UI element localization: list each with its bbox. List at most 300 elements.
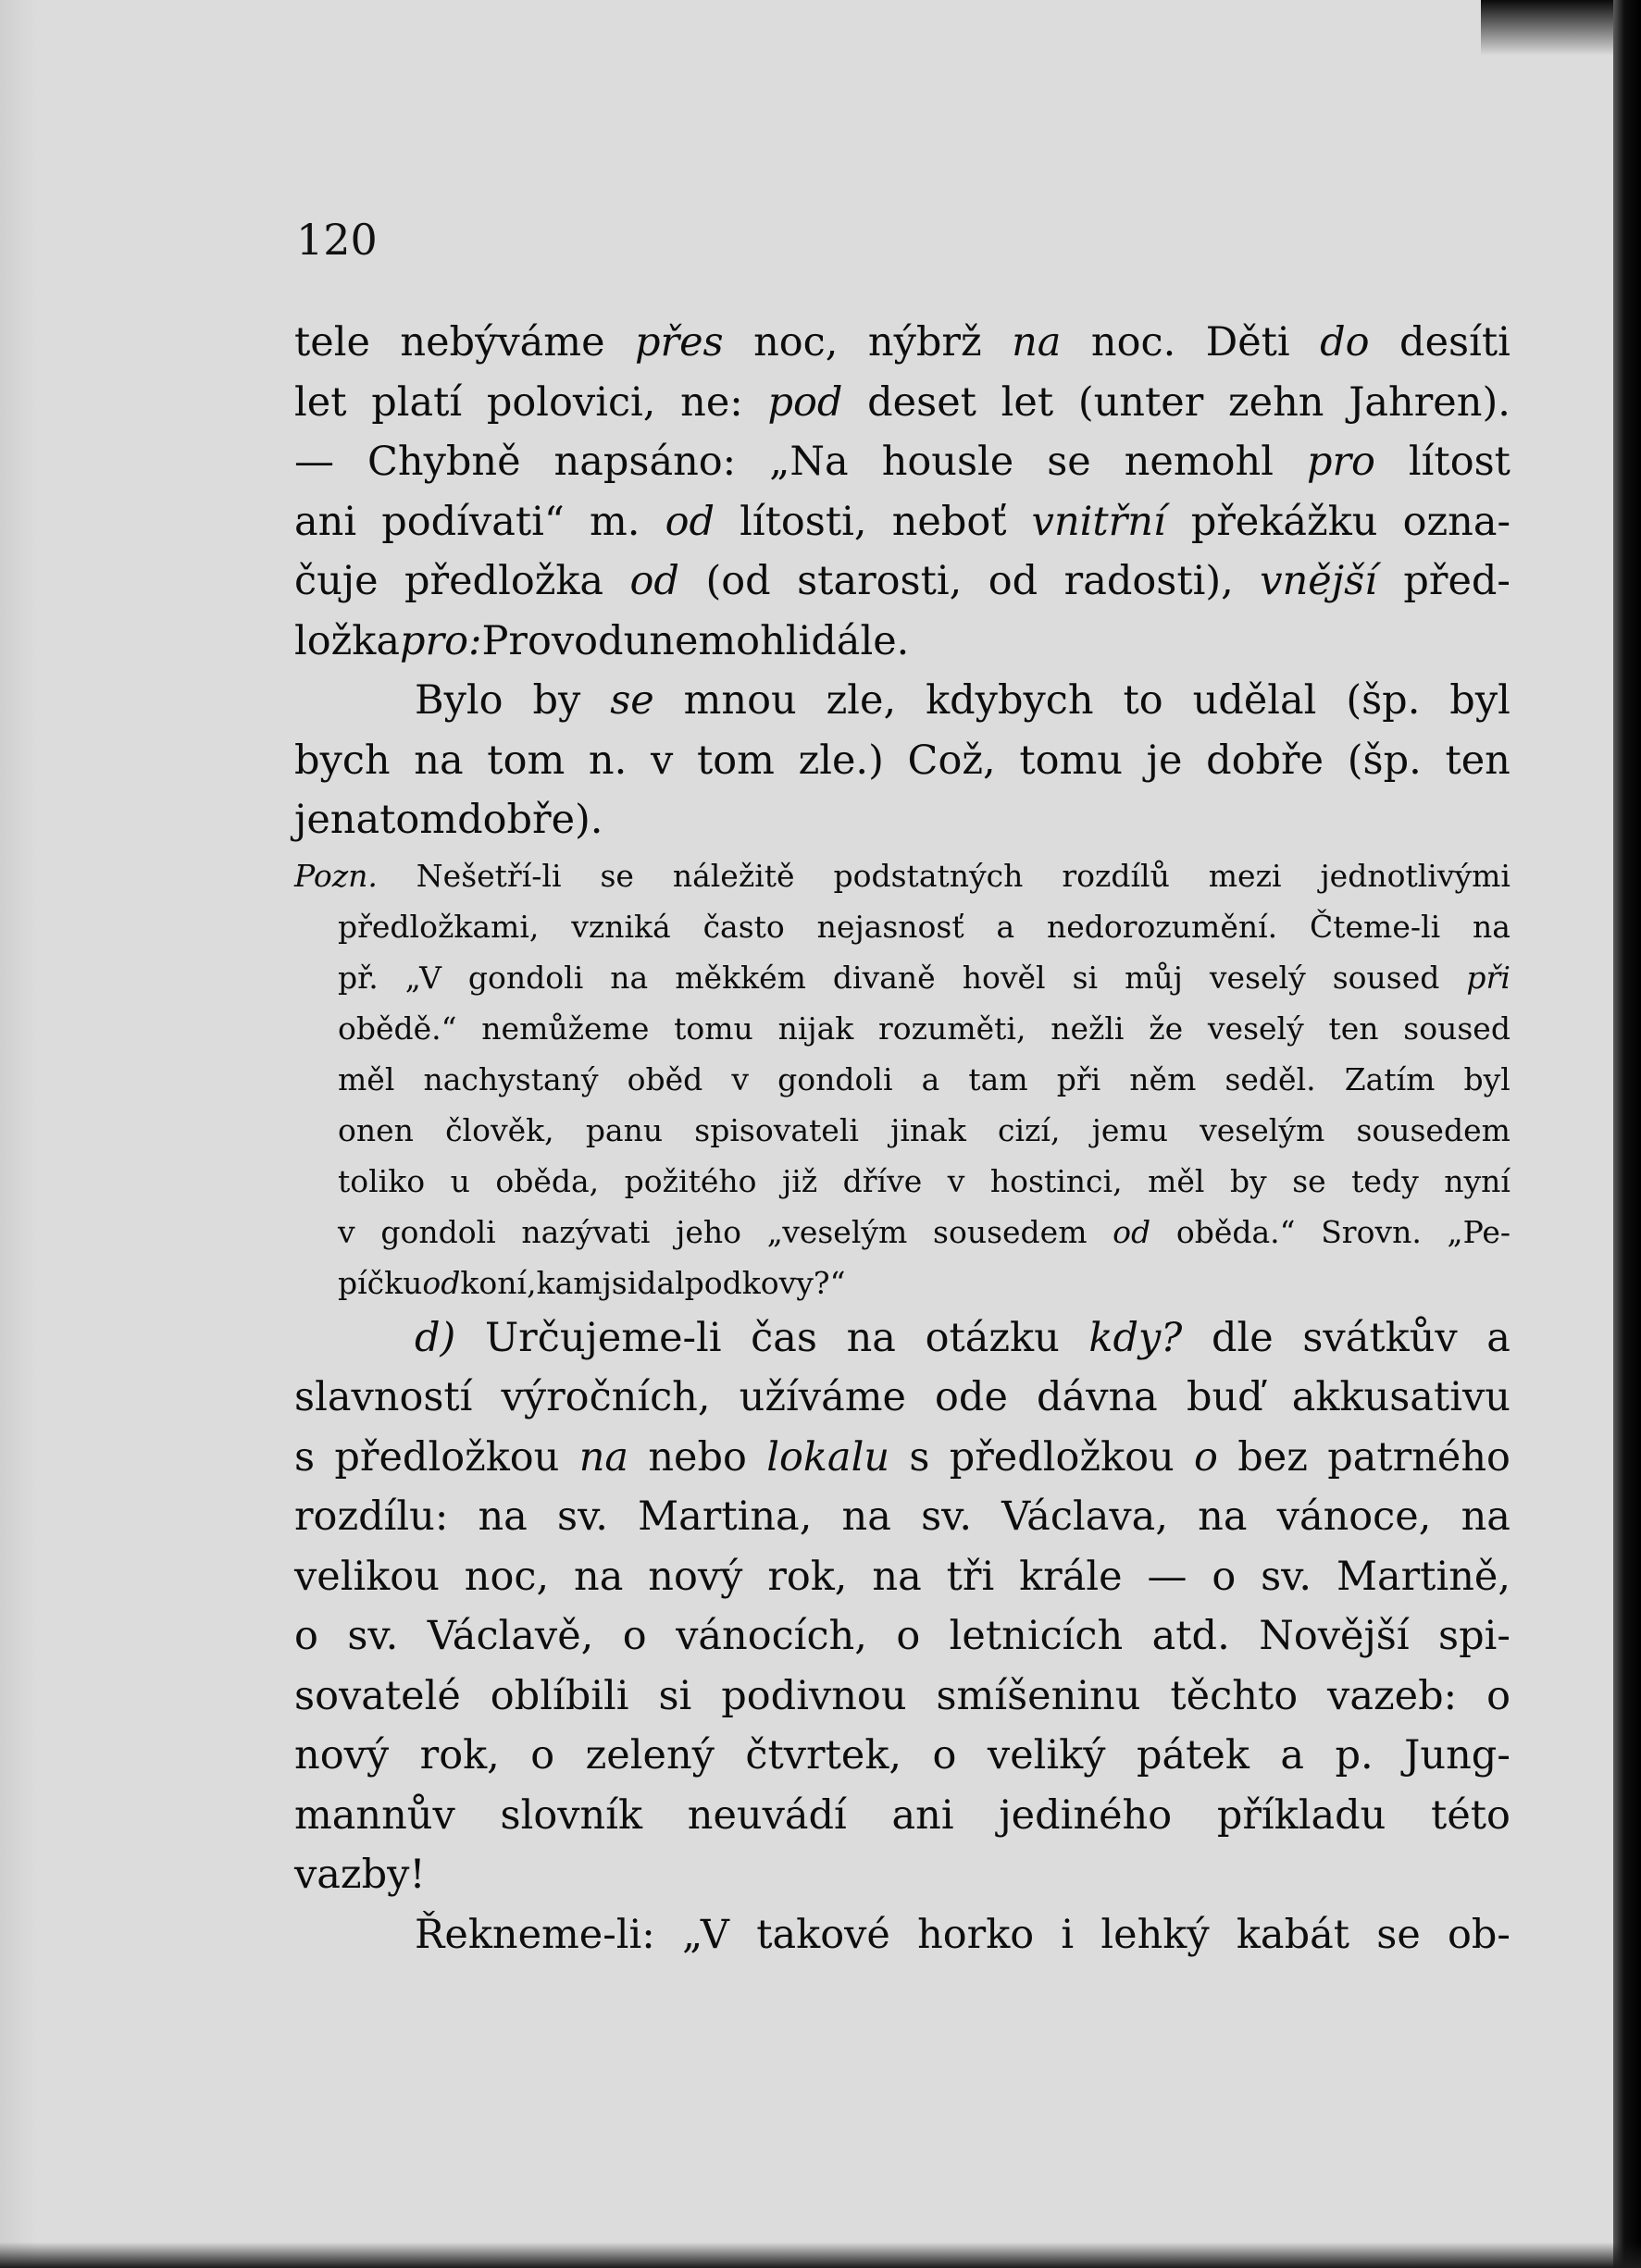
word: od (988, 558, 1038, 604)
word: sovatelé (294, 1672, 461, 1719)
word: a (996, 908, 1015, 945)
word: tele (294, 319, 370, 366)
word: Určujeme-li (484, 1314, 722, 1361)
word: buď (1186, 1374, 1263, 1420)
word: veliký (987, 1732, 1106, 1778)
word: „V (404, 959, 441, 996)
word: gondoli (380, 1213, 496, 1250)
word: si (658, 1672, 692, 1719)
word: s (294, 1433, 316, 1481)
word: jsi (602, 1264, 638, 1301)
word: ani (891, 1791, 954, 1839)
word: gondoli (777, 1060, 893, 1097)
word: dříve (842, 1162, 923, 1199)
word: polovici, (486, 378, 656, 426)
word: od (629, 558, 679, 604)
word: nemohl (1124, 439, 1274, 485)
word: v (731, 1060, 750, 1097)
text-line (294, 1786, 1510, 1846)
word: v (338, 1213, 355, 1250)
word: s (909, 1433, 930, 1481)
word: mnou (683, 677, 797, 724)
word: přes (635, 319, 724, 366)
word: koní, (460, 1264, 537, 1301)
word: o (622, 1613, 647, 1659)
word: housle (881, 439, 1014, 485)
word: Novější (1259, 1613, 1410, 1659)
word: let (294, 378, 347, 426)
word: sv. (557, 1493, 608, 1540)
word: rozdílu: (294, 1493, 449, 1540)
word: kdy? (1088, 1314, 1183, 1361)
word: tomu (674, 1010, 753, 1047)
word: oblíbili (490, 1672, 629, 1719)
word: o (1194, 1433, 1218, 1481)
word: nedorozumění. (1046, 908, 1278, 945)
word: „veselým (766, 1213, 908, 1250)
word: Děti (1205, 319, 1290, 366)
word: vnitřní (1031, 498, 1166, 545)
word: Čteme-li (1310, 908, 1441, 945)
word: veselý (1209, 959, 1306, 996)
word: Srovn. (1321, 1213, 1422, 1250)
word: smíšeninu (936, 1672, 1141, 1719)
word: udělal (1192, 677, 1317, 724)
word: sousedem (1356, 1111, 1510, 1148)
word: kdybych (926, 677, 1094, 724)
word: oběda.“ (1175, 1213, 1296, 1250)
word: i (1061, 1911, 1075, 1958)
footnote (294, 850, 1510, 1308)
word: ten (1328, 1010, 1379, 1047)
word: tedy (1351, 1162, 1419, 1199)
word: m. (589, 498, 640, 545)
text-line (294, 313, 1510, 373)
word: nemohli (649, 617, 812, 664)
word: před- (1403, 558, 1510, 604)
word: nebýváme (400, 319, 605, 366)
word: Martině, (1336, 1553, 1510, 1600)
word: této (1431, 1791, 1510, 1839)
word: — (1147, 1553, 1187, 1600)
word: v (650, 737, 674, 784)
word: předložkou (334, 1433, 560, 1481)
word: by (1229, 1162, 1267, 1199)
text-line (294, 952, 1510, 1003)
word: něm (1129, 1060, 1197, 1097)
word: byl (1449, 677, 1510, 724)
word: lehký (1100, 1911, 1210, 1958)
word: tomu (1019, 737, 1123, 784)
word: již (781, 1162, 818, 1199)
word: ozna- (1402, 498, 1510, 545)
word: nežli (1050, 1010, 1125, 1047)
word: letnicích (949, 1613, 1124, 1659)
word: vodu (551, 617, 650, 664)
page-shadow-left (0, 0, 37, 2268)
word: deset (867, 378, 976, 426)
word: nijak (777, 1010, 854, 1047)
word: oběd (627, 1060, 703, 1097)
text-line (294, 901, 1510, 952)
word: rozuměti, (878, 1010, 1026, 1047)
word: kam (536, 1264, 603, 1301)
word: často (702, 908, 785, 945)
word: na (414, 737, 464, 784)
text-line (294, 1428, 1510, 1488)
word: se (610, 677, 654, 724)
word: mezi (1208, 857, 1282, 894)
word: těchto (1170, 1672, 1299, 1719)
word: nazývati (521, 1213, 651, 1250)
word: gondoli (467, 959, 584, 996)
word: člověk, (445, 1111, 554, 1148)
word: jednotlivými (1320, 857, 1510, 894)
word: akkusativu (1291, 1374, 1510, 1420)
text-line (294, 1308, 1510, 1369)
text-line (294, 1003, 1510, 1054)
word: ložka (294, 617, 400, 664)
word: dále. (811, 617, 910, 664)
word: píčku (338, 1264, 423, 1301)
word: patrného (1327, 1433, 1510, 1481)
word: platí (371, 378, 463, 426)
paragraph-3 (294, 1308, 1510, 1905)
word: Pro (481, 617, 552, 664)
word: d) (415, 1314, 456, 1361)
word: svátkův (1302, 1314, 1458, 1361)
word: kabát (1236, 1911, 1350, 1958)
word: zehn (1227, 378, 1324, 426)
word: u (450, 1162, 470, 1199)
word: ten (1445, 737, 1510, 784)
text-line (294, 731, 1510, 791)
word: by (532, 677, 581, 724)
word: velikou (294, 1553, 440, 1600)
word: obědě.“ (338, 1010, 457, 1047)
word: rozdílů (1062, 857, 1170, 894)
word: dal (637, 1264, 685, 1301)
word: čtvrtek, (745, 1732, 902, 1778)
word: pod (767, 378, 843, 426)
word: měl (338, 1060, 395, 1097)
word: do (1320, 319, 1370, 366)
word: starosti, (797, 558, 963, 604)
word: podivnou (721, 1672, 907, 1719)
word: oběda, (495, 1162, 600, 1199)
page-number: 120 (296, 215, 378, 265)
word: horko (917, 1911, 1035, 1958)
word: n. (588, 737, 628, 784)
text-line (294, 1905, 1510, 1965)
word: vnější (1260, 558, 1377, 604)
text-line (294, 1547, 1510, 1607)
word: při (1466, 959, 1510, 996)
text-line (294, 850, 1510, 901)
word: Jung- (1404, 1732, 1510, 1778)
word: užíváme (739, 1374, 906, 1420)
word: (od (705, 558, 771, 604)
word: od (422, 1264, 461, 1301)
word: takové (756, 1911, 890, 1958)
word: na (1461, 1493, 1510, 1540)
word: ode (935, 1374, 1008, 1420)
word: sv. (921, 1493, 972, 1540)
word: p. (1335, 1732, 1374, 1778)
word: dobře). (457, 797, 603, 843)
word: vánoce, (1276, 1493, 1432, 1540)
word: sv. (347, 1613, 399, 1659)
word: spisovateli (694, 1111, 859, 1148)
text-line (294, 1105, 1510, 1156)
word: napsáno: (553, 439, 737, 485)
word: let (1001, 378, 1054, 426)
word: (unter (1077, 378, 1204, 426)
word: atd. (1151, 1613, 1230, 1659)
word: na (574, 1553, 624, 1600)
word: vzniká (571, 908, 671, 945)
word: tom (487, 737, 566, 784)
word: Václavě, (427, 1613, 594, 1659)
body-text (294, 313, 1510, 1964)
word: pátek (1136, 1732, 1249, 1778)
word: rok, (767, 1553, 848, 1600)
word: Což, (907, 737, 996, 784)
word: podkovy?“ (684, 1264, 846, 1301)
word: (šp. (1346, 677, 1421, 724)
word: noc. (1090, 319, 1176, 366)
page-edge-bottom (0, 2242, 1641, 2268)
word: nýbrž (867, 319, 982, 366)
word: soused (1332, 959, 1440, 996)
word: příkladu (1216, 1791, 1386, 1839)
word: tam (968, 1060, 1028, 1097)
word: veselým (1200, 1111, 1325, 1148)
word: veselý (1207, 1010, 1304, 1047)
word: na (578, 1433, 629, 1481)
word: na (1198, 1493, 1248, 1540)
word: o (294, 1613, 318, 1659)
word: pro: (400, 617, 482, 664)
word: (šp. (1347, 737, 1422, 784)
word: slovník (500, 1791, 643, 1839)
word: hostinci, (989, 1162, 1123, 1199)
text-line (294, 1156, 1510, 1207)
word: požitého (624, 1162, 757, 1199)
word: se (600, 857, 634, 894)
word: lítosti, (740, 498, 867, 545)
word: je (294, 797, 330, 843)
word: spi- (1438, 1613, 1510, 1659)
text-line (294, 1207, 1510, 1258)
word: Nešetří-li (416, 857, 562, 894)
word: na (329, 797, 380, 843)
word: dle (1211, 1314, 1274, 1361)
word: byl (1463, 1060, 1510, 1097)
word: dávna (1037, 1374, 1158, 1420)
word: Václava, (1001, 1493, 1168, 1540)
word: rok, (419, 1732, 500, 1778)
word: vazby! (294, 1852, 426, 1898)
word: radosti), (1063, 558, 1234, 604)
word: se (1047, 439, 1091, 485)
word: měkkém (675, 959, 806, 996)
word: krále (1019, 1553, 1123, 1600)
word: zelený (585, 1732, 715, 1778)
word: neuvádí (687, 1791, 847, 1839)
text-line (294, 1726, 1510, 1786)
word: bych (294, 737, 391, 784)
word: Řekneme-li: (415, 1911, 655, 1958)
word: předložka (404, 558, 604, 604)
word: náležitě (672, 857, 795, 894)
word: cizí, (998, 1111, 1061, 1148)
text-line (294, 1606, 1510, 1667)
word: Pozn. (294, 857, 378, 894)
word: na (478, 1493, 528, 1540)
word: si (1072, 959, 1099, 996)
page-edge-right (1613, 0, 1641, 2268)
word: od (1113, 1213, 1151, 1250)
word: lítost (1408, 439, 1510, 485)
word: vánocích, (676, 1613, 867, 1659)
word: dobře (1206, 737, 1324, 784)
word: o (1212, 1553, 1237, 1600)
word: při (1056, 1060, 1101, 1097)
word: nový (648, 1553, 743, 1600)
word: Jahren). (1349, 378, 1510, 426)
word: vazeb: (1327, 1672, 1458, 1719)
word: sv. (1261, 1553, 1312, 1600)
text-line (294, 1368, 1510, 1428)
word: tom (696, 737, 775, 784)
word: bez (1237, 1433, 1308, 1481)
word: tom (379, 797, 458, 843)
word: předložkami, (338, 908, 540, 945)
word: ne: (680, 378, 743, 426)
word: můj (1125, 959, 1183, 996)
word: v (947, 1162, 965, 1199)
text-line (294, 432, 1510, 492)
word: nachystaný (423, 1060, 599, 1097)
word: měl (1148, 1162, 1205, 1199)
text-line (294, 1487, 1510, 1547)
paragraph-2 (294, 671, 1510, 850)
word: př. (338, 959, 379, 996)
paragraph-4 (294, 1905, 1510, 1965)
word: a (921, 1060, 940, 1097)
word: otázku (925, 1314, 1060, 1361)
text-line (294, 671, 1510, 731)
text-line (294, 1667, 1510, 1727)
word: o (932, 1732, 957, 1778)
word: předložkou (949, 1433, 1175, 1481)
word: divaně (832, 959, 936, 996)
word: jeho (676, 1213, 742, 1250)
word: sousedem (933, 1213, 1088, 1250)
word: na (841, 1493, 891, 1540)
word: na (1472, 908, 1510, 945)
word: zle.) (798, 737, 884, 784)
word: na (610, 959, 649, 996)
text-line (294, 612, 1510, 672)
word: jemu (1091, 1111, 1168, 1148)
word: nemůžeme (481, 1010, 650, 1047)
word: jinak (890, 1111, 966, 1148)
word: o (1486, 1672, 1510, 1719)
word: ani (294, 498, 357, 545)
word: na (846, 1314, 896, 1361)
word: že (1149, 1010, 1184, 1047)
word: noc, (464, 1553, 550, 1600)
word: Zatím (1344, 1060, 1436, 1097)
word: seděl. (1225, 1060, 1316, 1097)
word: hověl (962, 959, 1046, 996)
word: zle, (826, 677, 897, 724)
word: čas (751, 1314, 817, 1361)
word: na (872, 1553, 922, 1600)
text-line (294, 1258, 1510, 1308)
word: „V (682, 1911, 729, 1958)
word: desíti (1399, 319, 1510, 366)
word: a (1486, 1314, 1510, 1361)
word: lokalu (766, 1433, 890, 1481)
word: mannův (294, 1791, 455, 1839)
word: pro (1306, 439, 1375, 485)
word: na (1012, 319, 1062, 366)
text-line (294, 1054, 1510, 1105)
word: toliko (338, 1162, 426, 1199)
word: to (1123, 677, 1163, 724)
word: a (1280, 1732, 1305, 1778)
word: „Pe- (1447, 1213, 1510, 1250)
word: Chybně (367, 439, 521, 485)
text-line (294, 790, 1510, 850)
word: o (896, 1613, 921, 1659)
word: čuje (294, 558, 379, 604)
word: onen (338, 1111, 414, 1148)
word: Martina, (638, 1493, 813, 1540)
word: podstatných (833, 857, 1024, 894)
word: nejasnosť (816, 908, 964, 945)
text-line (294, 552, 1510, 612)
word: se (1376, 1911, 1421, 1958)
text-line (294, 1845, 1510, 1905)
word: nyní (1444, 1162, 1510, 1199)
word: ob- (1448, 1911, 1510, 1958)
word: nový (294, 1732, 390, 1778)
word: o (530, 1732, 555, 1778)
word: od (665, 498, 715, 545)
word: panu (585, 1111, 664, 1148)
word: tři (946, 1553, 995, 1600)
word: „Na (769, 439, 849, 485)
paragraph-1 (294, 313, 1510, 671)
word: slavností (294, 1374, 473, 1420)
word: překážku (1190, 498, 1378, 545)
word: podívati“ (381, 498, 565, 545)
word: neboť (891, 498, 1007, 545)
word: výročních, (501, 1374, 711, 1420)
word: nebo (648, 1433, 747, 1481)
word: noc, (753, 319, 839, 366)
word: jediného (999, 1791, 1173, 1839)
word: — (294, 439, 334, 485)
text-line (294, 373, 1510, 433)
word: je (1146, 737, 1183, 784)
text-line (294, 492, 1510, 552)
word: se (1292, 1162, 1326, 1199)
